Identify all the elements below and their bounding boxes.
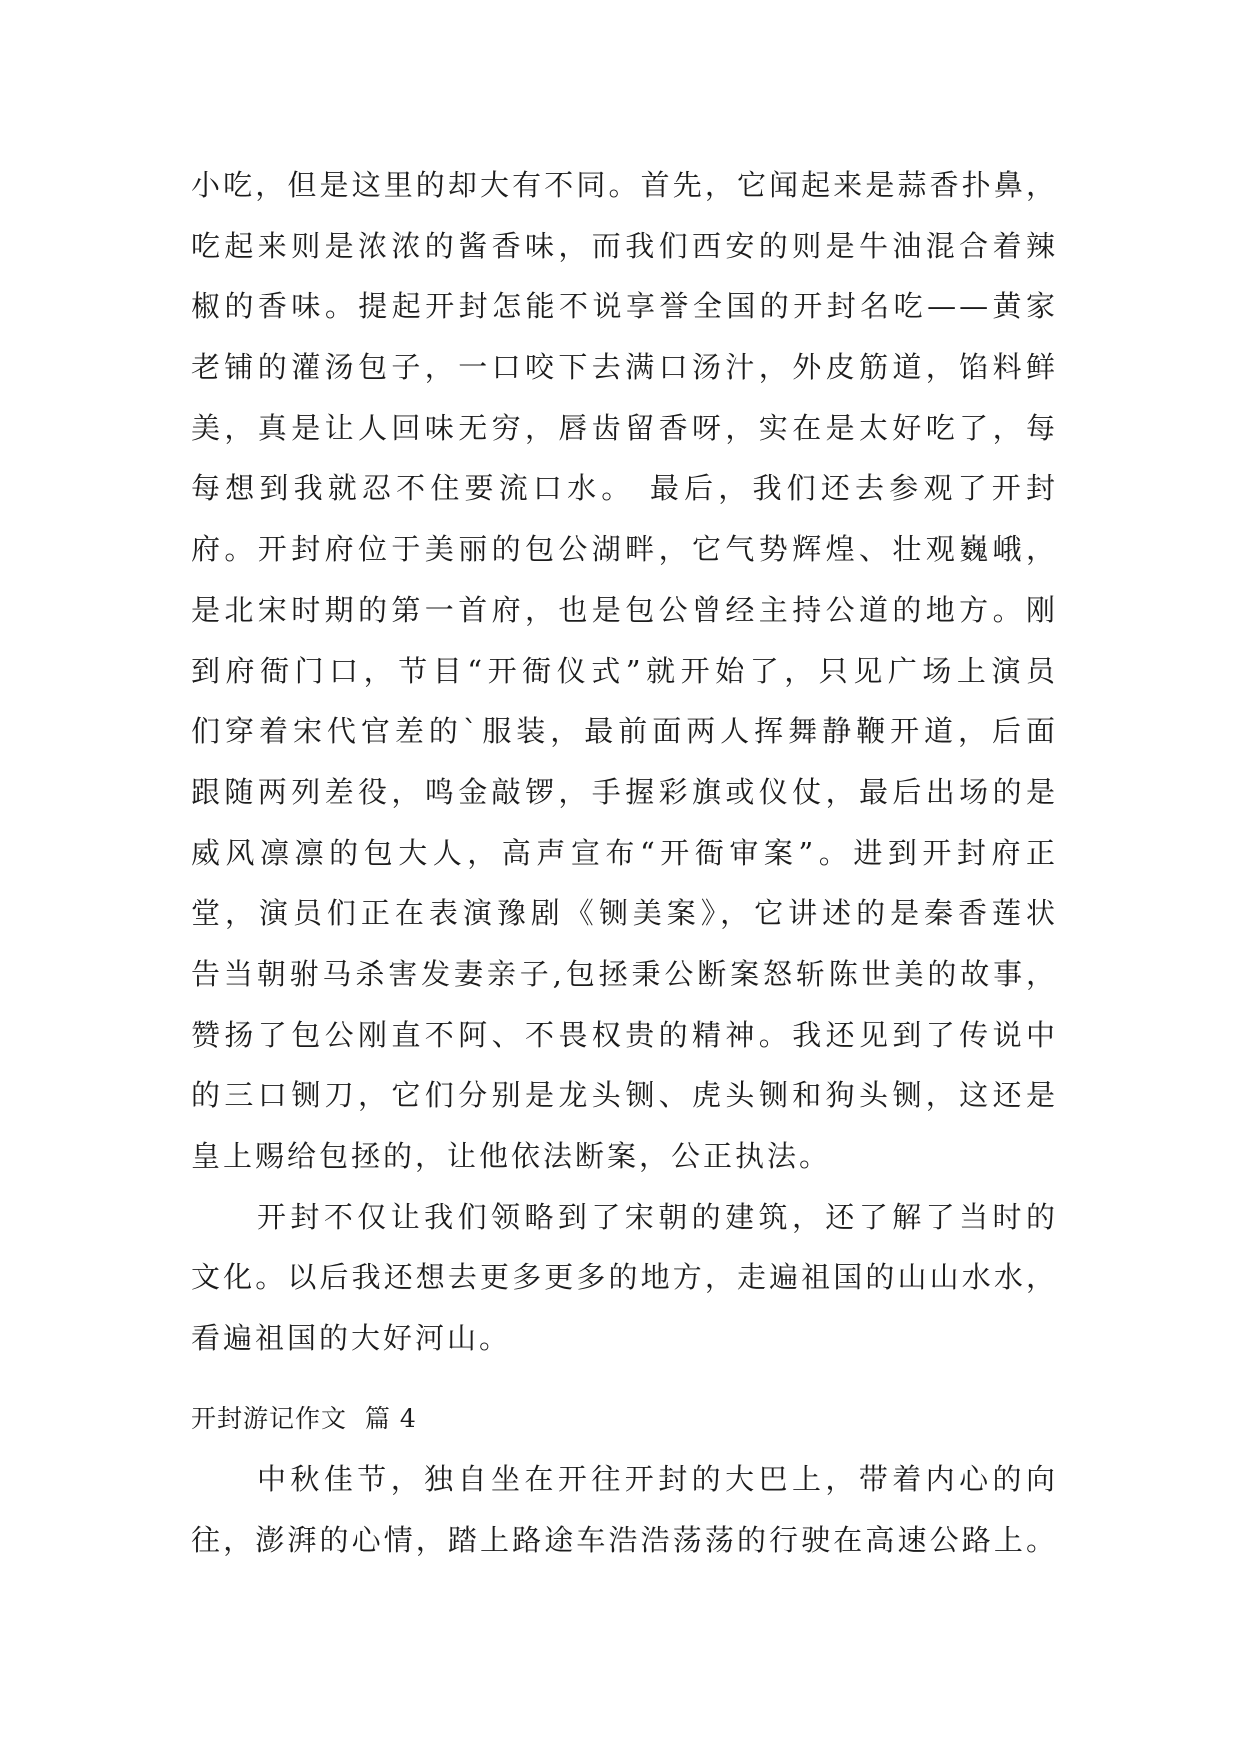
paragraph-line: 赞扬了包公刚直不阿、不畏权贵的精神。我还见到了传说中 [191,1017,1058,1052]
paragraph-line: 的三口铡刀，它们分别是龙头铡、虎头铡和狗头铡，这还是 [191,1078,1058,1113]
paragraph-line: 跟随两列差役，鸣金敲锣，手握彩旗或仪仗，最后出场的是 [191,774,1058,809]
paragraph-line: 看遍祖国的大好河山。 [191,1321,512,1356]
body-paragraph [191,1449,1058,1570]
paragraph-line: 吃起来则是浓浓的酱香味，而我们西安的则是牛油混合着辣 [191,228,1058,263]
paragraph-line: 皇上赐给包拯的，让他依法断案，公正执法。 [191,1139,832,1173]
paragraph-line: 开封不仅让我们领略到了宋朝的建筑，还了解了当时的 [257,1199,1058,1234]
paragraph-line: 们穿着宋代官差的`服装，最前面两人挥舞静鞭开道，后面 [191,714,1058,749]
section-heading: 开封游记作文 篇 4 [191,1403,417,1433]
paragraph-line: 堂，演员们正在表演豫剧《铡美案》，它讲述的是秦香莲状 [191,896,1058,931]
paragraph-line: 告当朝驸马杀害发妻亲子,包拯秉公断案怒斩陈世美的故事， [191,956,1058,991]
paragraph-line: 每想到我就忍不住要流口水。 最后，我们还去参观了开封 [191,471,1058,506]
paragraph-line: 是北宋时期的第一首府，也是包公曾经主持公道的地方。刚 [191,592,1058,627]
paragraph-line: 美，真是让人回味无穷，唇齿留香呀，实在是太好吃了，每 [191,410,1058,445]
paragraph-line: 府。开封府位于美丽的包公湖畔，它气势辉煌、壮观巍峨， [191,532,1058,567]
paragraph-line: 椒的香味。提起开封怎能不说享誉全国的开封名吃——黄家 [191,289,1058,324]
paragraph-line: 往，澎湃的心情，踏上路途车浩浩荡荡的行驶在高速公路上。 [191,1523,1058,1558]
paragraph-line: 威风凛凛的包大人，高声宣布“开衙审案”。进到开封府正 [191,835,1058,870]
paragraph-line: 老铺的灌汤包子，一口咬下去满口汤汁，外皮筋道，馅料鲜 [191,350,1058,385]
body-paragraph [191,1187,1058,1369]
body-paragraph [191,155,1058,1187]
paragraph-line: 到府衙门口，节目“开衙仪式”就开始了，只见广场上演员 [191,653,1058,688]
paragraph-line: 中秋佳节，独自坐在开往开封的大巴上，带着内心的向 [257,1462,1058,1497]
document-body [191,155,1058,1571]
paragraph-line: 小吃，但是这里的却大有不同。首先，它闻起来是蒜香扑鼻， [191,168,1058,202]
paragraph-line: 文化。以后我还想去更多更多的地方，走遍祖国的山山水水， [191,1260,1058,1295]
